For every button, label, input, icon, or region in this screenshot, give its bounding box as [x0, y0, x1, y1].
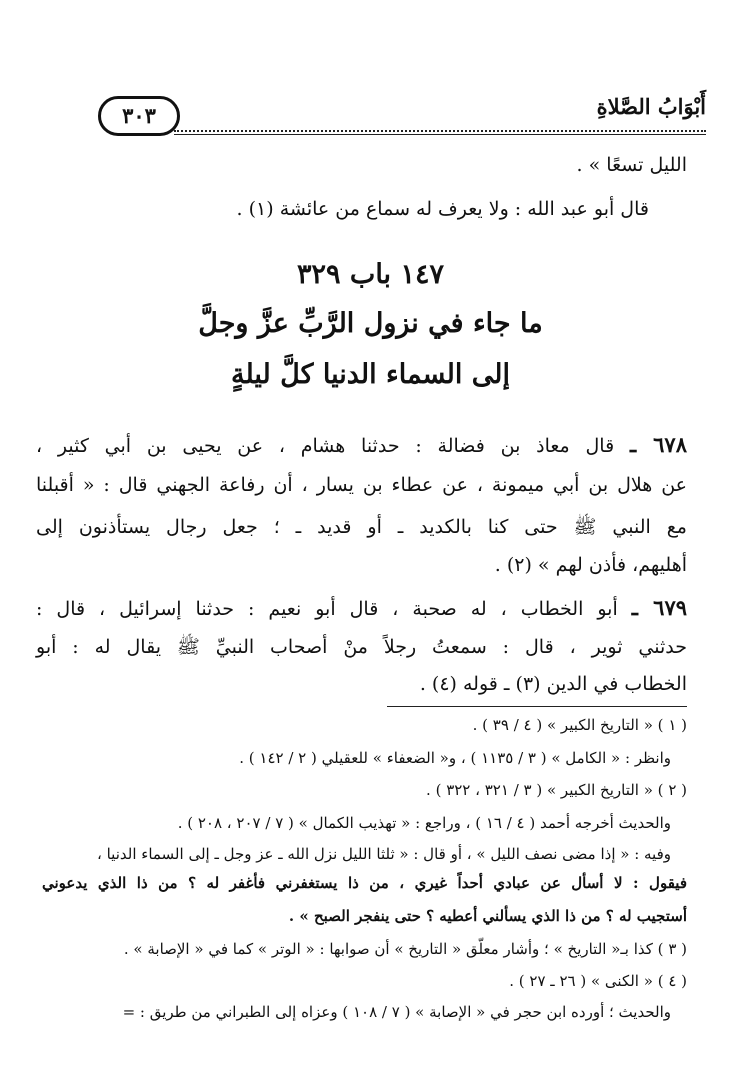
hadith-679-line: الخطاب في الدين (٣) ـ قوله (٤) . — [419, 673, 687, 695]
footnote-line: وفيه : « إذا مضى نصف الليل » ، أو قال : « ثلثا الليل نزل الله ـ عز وجل ـ إلى السماء الدنيا ، — [97, 845, 671, 863]
footnote-line: ( ١ ) « التاريخ الكبير » ( ٤ / ٣٩ ) . — [472, 716, 687, 734]
hadith-text: أبو الخطاب ، له صحبة ، قال أبو نعيم : حدثنا إسرائيل ، قال : — [36, 598, 618, 620]
page-header — [86, 92, 706, 140]
hadith-678-line: مع النبي ﷺ حتى كنا بالكديد ـ أو قديد ـ ؛ جعل رجال يستأذنون إلى — [36, 516, 687, 538]
header-rule — [174, 134, 706, 135]
header-dotted-rule — [174, 130, 706, 132]
page-number: ٣٠٣ — [98, 96, 180, 136]
running-title: أَبْوَابُ الصَّلاةِ — [596, 94, 706, 119]
text-line: الليل تسعًا » . — [576, 154, 687, 176]
hadith-678-line: عن هلال بن أبي ميمونة ، عن عطاء بن يسار ، أن رفاعة الجهني قال : « أقبلنا — [36, 474, 687, 496]
footnote-rule — [387, 706, 687, 707]
footnote-line: أستجيب له ؟ من ذا الذي يسألني أعطيه ؟ حتى ينفجر الصبح » . — [288, 907, 687, 925]
hadith-678-line: أهليهم، فأذن لهم » (٢) . — [494, 554, 687, 576]
hadith-679-line — [36, 595, 687, 620]
footnote-line: ( ٢ ) « التاريخ الكبير » ( ٣ / ٣٢١ ، ٣٢٢ ) . — [426, 781, 687, 799]
chapter-number: ١٤٧ باب ٣٢٩ — [297, 259, 444, 290]
chapter-title: إلى السماء الدنيا كلَّ ليلةٍ — [230, 359, 511, 390]
footnote-line: وانظر : « الكامل » ( ٣ / ١١٣٥ ) ، و« الضعفاء » للعقيلي ( ٢ / ١٤٢ ) . — [239, 749, 671, 767]
footnote-line: فيقول : لا أسأل عن عبادي أحداً غيري ، من ذا يستغفرني فأغفر له ؟ من ذا الذي يدعوني — [42, 874, 687, 892]
footnote-line: ( ٣ ) كذا بـ« التاريخ » ؛ وأشار معلّق « التاريخ » أن صوابها : « الوتر » كما في « الإصابة » . — [123, 940, 687, 958]
footnote-line: ( ٤ ) « الكنى » ( ٢٦ ـ ٢٧ ) . — [509, 972, 687, 990]
hadith-679-line: حدثني ثوير ، قال : سمعتُ رجلاً منْ أصحاب النبيِّ ﷺ يقال له : أبو — [36, 636, 687, 658]
chapter-title: ما جاء في نزول الرَّبِّ عزَّ وجلَّ — [198, 308, 543, 339]
hadith-number: ٦٧٨ ـ — [629, 432, 687, 457]
hadith-text: قال معاذ بن فضالة : حدثنا هشام ، عن يحيى بن أبي كثير ، — [36, 435, 615, 457]
text-line: قال أبو عبد الله : ولا يعرف له سماع من عائشة (١) . — [236, 198, 649, 220]
footnote-line: والحديث أخرجه أحمد ( ٤ / ١٦ ) ، وراجع : « تهذيب الكمال » ( ٧ / ٢٠٧ ، ٢٠٨ ) . — [177, 814, 671, 832]
footnote-line: والحديث ؛ أورده ابن حجر في « الإصابة » ( ٧ / ١٠٨ ) وعزاه إلى الطبراني من طريق : = — [122, 1003, 671, 1021]
hadith-number: ٦٧٩ ـ — [631, 595, 688, 620]
hadith-678-line — [36, 432, 687, 457]
